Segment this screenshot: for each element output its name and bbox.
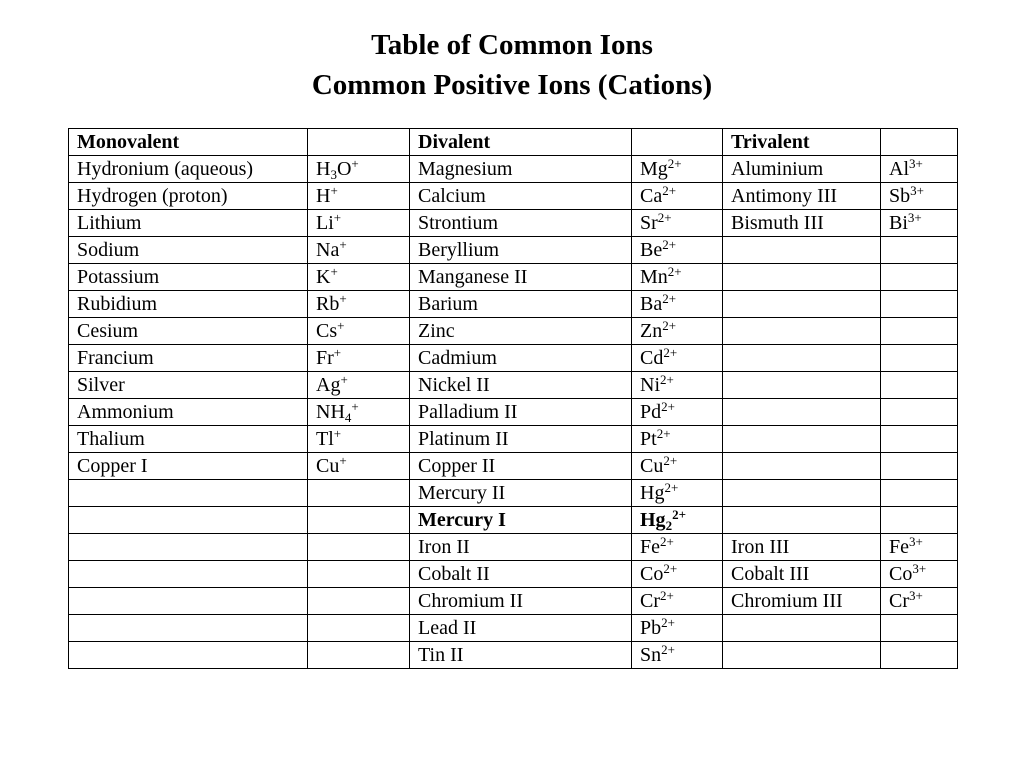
trivalent-header: Trivalent xyxy=(723,129,881,156)
monovalent-formula-cell: Rb+ xyxy=(308,291,410,318)
divalent-name-cell: Strontium xyxy=(410,210,632,237)
monovalent-formula-cell xyxy=(308,534,410,561)
trivalent-name-cell xyxy=(723,507,881,534)
divalent-formula-cell: $Pt^{2+}$ xyxy=(632,426,723,453)
page-title: Table of Common Ions xyxy=(371,29,653,61)
trivalent-name-cell xyxy=(723,237,881,264)
monovalent-name-cell xyxy=(69,534,308,561)
monovalent-header: Monovalent xyxy=(69,129,308,156)
divalent-name-cell: Mercury II xyxy=(410,480,632,507)
trivalent-formula-cell xyxy=(881,291,958,318)
monovalent-name-cell: Francium xyxy=(69,345,308,372)
divalent-name-cell: Copper II xyxy=(410,453,632,480)
monovalent-name-cell: Copper I xyxy=(69,453,308,480)
divalent-name-cell: Nickel II xyxy=(410,372,632,399)
table-row xyxy=(69,561,958,588)
divalent-name-cell: Platinum II xyxy=(410,426,632,453)
trivalent-formula-cell xyxy=(881,237,958,264)
monovalent-name-cell xyxy=(69,642,308,669)
divalent-formula-header xyxy=(632,129,723,156)
divalent-name-cell: Mercury I xyxy=(410,507,632,534)
trivalent-name-cell xyxy=(723,264,881,291)
table-row xyxy=(69,345,958,372)
trivalent-name-cell xyxy=(723,372,881,399)
monovalent-name-cell: Ammonium xyxy=(69,399,308,426)
monovalent-formula-cell: Fr+ xyxy=(308,345,410,372)
monovalent-name-cell: Thalium xyxy=(69,426,308,453)
trivalent-name-cell xyxy=(723,642,881,669)
divalent-name-cell: Iron II xyxy=(410,534,632,561)
monovalent-name-cell: Hydronium (aqueous) xyxy=(69,156,308,183)
monovalent-formula-cell: $H_3O^+$ xyxy=(308,156,410,183)
table-row xyxy=(69,399,958,426)
monovalent-formula-cell: Tl+ xyxy=(308,426,410,453)
divalent-formula-cell: $Cr^{2+}$ xyxy=(632,588,723,615)
divalent-name-cell: Lead II xyxy=(410,615,632,642)
trivalent-formula-cell: $Co^{3+}$ xyxy=(881,561,958,588)
trivalent-name-cell xyxy=(723,318,881,345)
monovalent-formula-cell: Cu+ xyxy=(308,453,410,480)
monovalent-formula-cell: Cs+ xyxy=(308,318,410,345)
divalent-name-cell: Tin II xyxy=(410,642,632,669)
divalent-header: Divalent xyxy=(410,129,632,156)
trivalent-formula-cell xyxy=(881,372,958,399)
table-row xyxy=(69,480,958,507)
trivalent-name-cell xyxy=(723,399,881,426)
trivalent-name-cell: Aluminium xyxy=(723,156,881,183)
divalent-formula-cell: $Ba^{2+}$ xyxy=(632,291,723,318)
monovalent-name-cell: Hydrogen (proton) xyxy=(69,183,308,210)
divalent-name-cell: Zinc xyxy=(410,318,632,345)
trivalent-name-cell: Iron III xyxy=(723,534,881,561)
trivalent-formula-cell xyxy=(881,345,958,372)
table-row xyxy=(69,210,958,237)
table-row xyxy=(69,183,958,210)
divalent-formula-cell: $Zn^{2+}$ xyxy=(632,318,723,345)
table-row xyxy=(69,426,958,453)
divalent-formula-cell: $Ni^{2+}$ xyxy=(632,372,723,399)
divalent-formula-cell: $Hg_2^{2+}$ xyxy=(632,507,723,534)
table-row xyxy=(69,453,958,480)
page-subtitle: Common Positive Ions (Cations) xyxy=(311,69,713,101)
monovalent-formula-cell: Ag+ xyxy=(308,372,410,399)
table-row xyxy=(69,291,958,318)
trivalent-formula-cell: $Al^{3+}$ xyxy=(881,156,958,183)
monovalent-formula-cell: K+ xyxy=(308,264,410,291)
divalent-name-cell: Manganese II xyxy=(410,264,632,291)
divalent-name-cell: Calcium xyxy=(410,183,632,210)
monovalent-name-cell: Cesium xyxy=(69,318,308,345)
divalent-formula-cell: $Pd^{2+}$ xyxy=(632,399,723,426)
divalent-name-cell: Barium xyxy=(410,291,632,318)
trivalent-name-cell xyxy=(723,615,881,642)
table-row xyxy=(69,534,958,561)
table-row xyxy=(69,237,958,264)
divalent-name-cell: Magnesium xyxy=(410,156,632,183)
table-row xyxy=(69,318,958,345)
monovalent-name-cell: Rubidium xyxy=(69,291,308,318)
divalent-name-cell: Cadmium xyxy=(410,345,632,372)
monovalent-name-cell xyxy=(69,561,308,588)
monovalent-name-cell xyxy=(69,615,308,642)
divalent-formula-cell: $Sn^{2+}$ xyxy=(632,642,723,669)
monovalent-formula-header xyxy=(308,129,410,156)
trivalent-name-cell xyxy=(723,480,881,507)
trivalent-formula-cell xyxy=(881,642,958,669)
divalent-formula-cell: $Pb^{2+}$ xyxy=(632,615,723,642)
table-row xyxy=(69,372,958,399)
trivalent-formula-header xyxy=(881,129,958,156)
monovalent-name-cell: Potassium xyxy=(69,264,308,291)
table-row xyxy=(69,642,958,669)
divalent-formula-cell: $Cd^{2+}$ xyxy=(632,345,723,372)
divalent-formula-cell: $Fe^{2+}$ xyxy=(632,534,723,561)
divalent-formula-cell: $Mn^{2+}$ xyxy=(632,264,723,291)
trivalent-name-cell: Antimony III xyxy=(723,183,881,210)
monovalent-formula-cell: Na+ xyxy=(308,237,410,264)
divalent-formula-cell: $Be^{2+}$ xyxy=(632,237,723,264)
table-row xyxy=(69,156,958,183)
trivalent-formula-cell: $Sb^{3+}$ xyxy=(881,183,958,210)
monovalent-formula-cell xyxy=(308,588,410,615)
trivalent-formula-cell xyxy=(881,426,958,453)
divalent-formula-cell: $Hg^{2+}$ xyxy=(632,480,723,507)
trivalent-formula-cell xyxy=(881,507,958,534)
trivalent-formula-cell: $Bi^{3+}$ xyxy=(881,210,958,237)
trivalent-formula-cell xyxy=(881,615,958,642)
monovalent-formula-cell: H+ xyxy=(308,183,410,210)
trivalent-formula-cell: $Fe^{3+}$ xyxy=(881,534,958,561)
monovalent-name-cell xyxy=(69,588,308,615)
trivalent-name-cell: Bismuth III xyxy=(723,210,881,237)
monovalent-name-cell xyxy=(69,480,308,507)
trivalent-formula-cell xyxy=(881,453,958,480)
trivalent-formula-cell xyxy=(881,264,958,291)
monovalent-name-cell: Lithium xyxy=(69,210,308,237)
table-row xyxy=(69,615,958,642)
trivalent-name-cell xyxy=(723,426,881,453)
divalent-name-cell: Beryllium xyxy=(410,237,632,264)
table-row xyxy=(69,507,958,534)
divalent-formula-cell: $Mg^{2+}$ xyxy=(632,156,723,183)
ions-table xyxy=(68,128,958,669)
monovalent-formula-cell: $NH_4^+$ xyxy=(308,399,410,426)
monovalent-formula-cell: Li+ xyxy=(308,210,410,237)
monovalent-name-cell: Sodium xyxy=(69,237,308,264)
divalent-name-cell: Palladium II xyxy=(410,399,632,426)
divalent-name-cell: Cobalt II xyxy=(410,561,632,588)
trivalent-name-cell xyxy=(723,453,881,480)
divalent-formula-cell: $Cu^{2+}$ xyxy=(632,453,723,480)
trivalent-name-cell: Chromium III xyxy=(723,588,881,615)
monovalent-name-cell xyxy=(69,507,308,534)
monovalent-formula-cell xyxy=(308,561,410,588)
trivalent-formula-cell xyxy=(881,399,958,426)
monovalent-formula-cell xyxy=(308,480,410,507)
header-row xyxy=(69,129,958,156)
divalent-formula-cell: $Sr^{2+}$ xyxy=(632,210,723,237)
table-row xyxy=(69,264,958,291)
monovalent-formula-cell xyxy=(308,642,410,669)
monovalent-formula-cell xyxy=(308,507,410,534)
monovalent-name-cell: Silver xyxy=(69,372,308,399)
trivalent-formula-cell: $Cr^{3+}$ xyxy=(881,588,958,615)
divalent-name-cell: Chromium II xyxy=(410,588,632,615)
trivalent-formula-cell xyxy=(881,480,958,507)
table-row xyxy=(69,588,958,615)
divalent-formula-cell: $Co^{2+}$ xyxy=(632,561,723,588)
trivalent-name-cell: Cobalt III xyxy=(723,561,881,588)
trivalent-name-cell xyxy=(723,345,881,372)
trivalent-formula-cell xyxy=(881,318,958,345)
divalent-formula-cell: $Ca^{2+}$ xyxy=(632,183,723,210)
monovalent-formula-cell xyxy=(308,615,410,642)
trivalent-name-cell xyxy=(723,291,881,318)
